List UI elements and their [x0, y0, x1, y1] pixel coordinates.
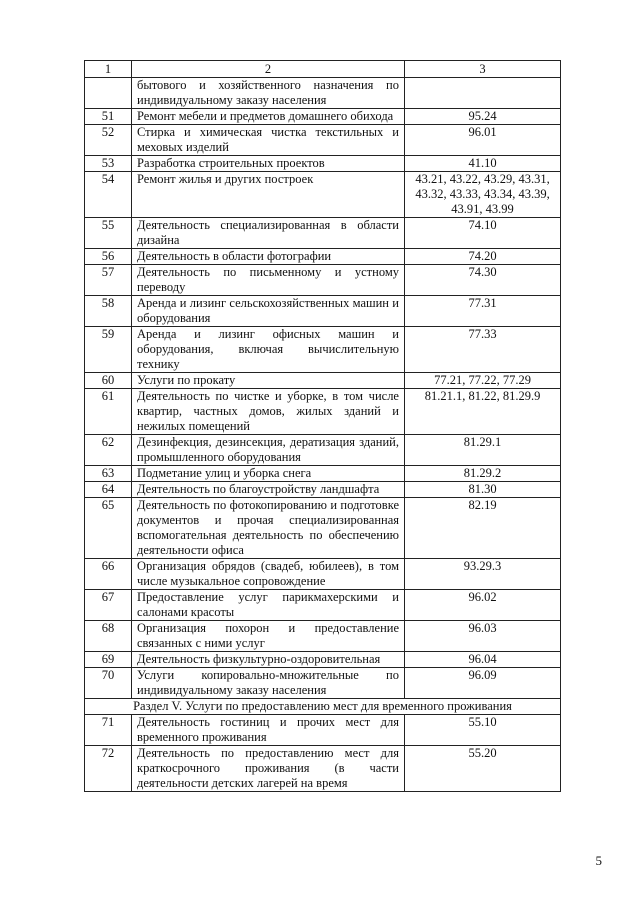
row-number-cell: 54 [85, 172, 132, 218]
services-table [84, 60, 561, 792]
page-number: 5 [595, 853, 602, 868]
row-number-cell: 59 [85, 327, 132, 373]
column-header-3: 3 [405, 61, 561, 78]
table-row [85, 125, 561, 156]
row-code-cell: 77.33 [405, 327, 561, 373]
table-row [85, 78, 561, 109]
row-number-cell: 68 [85, 621, 132, 652]
row-number-cell: 52 [85, 125, 132, 156]
row-description-cell: Деятельность специализированная в области дизайна [132, 218, 405, 249]
row-code-cell: 77.21, 77.22, 77.29 [405, 373, 561, 389]
row-number-cell: 67 [85, 590, 132, 621]
row-code-cell: 74.10 [405, 218, 561, 249]
row-code-cell [405, 78, 561, 109]
row-code-cell: 96.03 [405, 621, 561, 652]
row-description-cell: Деятельность в области фотографии [132, 249, 405, 265]
row-number-cell: 56 [85, 249, 132, 265]
section-heading: Раздел V. Услуги по предоставлению мест для временного проживания [85, 699, 561, 715]
table-row [85, 482, 561, 498]
row-description-cell: Стирка и химическая чистка текстильных и меховых изделий [132, 125, 405, 156]
row-description-cell: Деятельность по фотокопированию и подготовке документов и прочая специализированная вспомогательная деятельность по обеспечению деятельности офиса [132, 498, 405, 559]
table-row [85, 296, 561, 327]
row-description-cell: Ремонт жилья и других построек [132, 172, 405, 218]
row-description-cell: Услуги по прокату [132, 373, 405, 389]
table-row [85, 746, 561, 792]
row-code-cell: 81.30 [405, 482, 561, 498]
row-number-cell: 55 [85, 218, 132, 249]
row-code-cell: 41.10 [405, 156, 561, 172]
row-number-cell: 53 [85, 156, 132, 172]
row-code-cell: 96.02 [405, 590, 561, 621]
table-row [85, 498, 561, 559]
row-description-cell: Разработка строительных проектов [132, 156, 405, 172]
row-number-cell: 51 [85, 109, 132, 125]
row-code-cell: 96.09 [405, 668, 561, 699]
table-row [85, 265, 561, 296]
row-description-cell: Деятельность по благоустройству ландшафта [132, 482, 405, 498]
column-header-2: 2 [132, 61, 405, 78]
table-row [85, 668, 561, 699]
row-number-cell: 63 [85, 466, 132, 482]
row-description-cell: Услуги копировально-множительные по индивидуальному заказу населения [132, 668, 405, 699]
row-number-cell: 65 [85, 498, 132, 559]
row-code-cell: 74.20 [405, 249, 561, 265]
row-code-cell: 96.04 [405, 652, 561, 668]
row-description-cell: Аренда и лизинг сельскохозяйственных машин и оборудования [132, 296, 405, 327]
row-number-cell: 69 [85, 652, 132, 668]
row-code-cell: 81.29.1 [405, 435, 561, 466]
row-description-cell: Деятельность по чистке и уборке, в том числе квартир, частных домов, жилых зданий и нежилых помещений [132, 389, 405, 435]
table-body [85, 78, 561, 792]
row-description-cell: Организация похорон и предоставление связанных с ними услуг [132, 621, 405, 652]
section-heading-row [85, 699, 561, 715]
row-code-cell: 96.01 [405, 125, 561, 156]
table-row [85, 249, 561, 265]
row-description-cell: Дезинфекция, дезинсекция, дератизация зданий, промышленного оборудования [132, 435, 405, 466]
row-number-cell: 58 [85, 296, 132, 327]
row-description-cell: Организация обрядов (свадеб, юбилеев), в том числе музыкальное сопровождение [132, 559, 405, 590]
table-row [85, 373, 561, 389]
row-number-cell: 71 [85, 715, 132, 746]
row-description-cell: Подметание улиц и уборка снега [132, 466, 405, 482]
row-description-cell: Предоставление услуг парикмахерскими и салонами красоты [132, 590, 405, 621]
row-number-cell: 64 [85, 482, 132, 498]
row-number-cell: 70 [85, 668, 132, 699]
table-row [85, 218, 561, 249]
table-row [85, 652, 561, 668]
table-row [85, 389, 561, 435]
table-row [85, 621, 561, 652]
row-description-cell: Ремонт мебели и предметов домашнего обихода [132, 109, 405, 125]
row-code-cell: 55.20 [405, 746, 561, 792]
row-description-cell: бытового и хозяйственного назначения по индивидуальному заказу населения [132, 78, 405, 109]
table-row [85, 590, 561, 621]
row-code-cell: 81.29.2 [405, 466, 561, 482]
row-code-cell: 95.24 [405, 109, 561, 125]
row-description-cell: Деятельность по предоставлению мест для краткосрочного проживания (в части деятельности детских лагерей на время [132, 746, 405, 792]
row-code-cell: 81.21.1, 81.22, 81.29.9 [405, 389, 561, 435]
row-description-cell: Аренда и лизинг офисных машин и оборудования, включая вычислительную технику [132, 327, 405, 373]
table-row [85, 435, 561, 466]
row-description-cell: Деятельность по письменному и устному переводу [132, 265, 405, 296]
row-description-cell: Деятельность физкультурно-оздоровительная [132, 652, 405, 668]
row-code-cell: 82.19 [405, 498, 561, 559]
table-row [85, 715, 561, 746]
table-header-row [85, 61, 561, 78]
table-row [85, 559, 561, 590]
row-number-cell: 72 [85, 746, 132, 792]
row-number-cell [85, 78, 132, 109]
row-code-cell: 77.31 [405, 296, 561, 327]
column-header-1: 1 [85, 61, 132, 78]
table-row [85, 327, 561, 373]
row-code-cell: 55.10 [405, 715, 561, 746]
row-number-cell: 60 [85, 373, 132, 389]
row-number-cell: 57 [85, 265, 132, 296]
row-description-cell: Деятельность гостиниц и прочих мест для временного проживания [132, 715, 405, 746]
row-number-cell: 62 [85, 435, 132, 466]
row-code-cell: 93.29.3 [405, 559, 561, 590]
row-code-cell: 74.30 [405, 265, 561, 296]
table-row [85, 466, 561, 482]
table-row [85, 156, 561, 172]
row-number-cell: 61 [85, 389, 132, 435]
row-number-cell: 66 [85, 559, 132, 590]
row-code-cell: 43.21, 43.22, 43.29, 43.31, 43.32, 43.33, 43.34, 43.39, 43.91, 43.99 [405, 172, 561, 218]
table-row [85, 109, 561, 125]
table-row [85, 172, 561, 218]
